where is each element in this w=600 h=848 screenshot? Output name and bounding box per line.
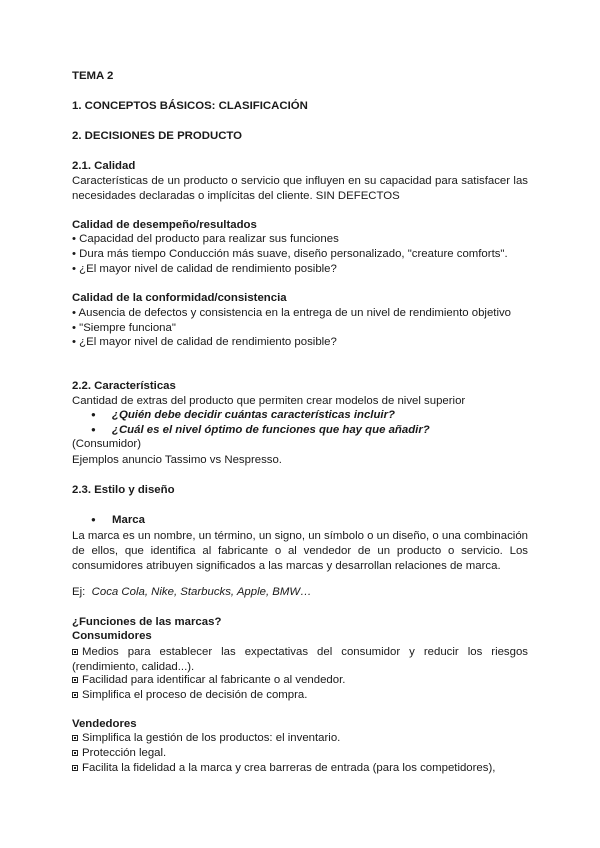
question-text: ¿Quién debe decidir cuántas características incluir? [112,409,395,421]
bullet-dot-icon: ● [91,425,96,434]
bullet-dot-icon: ● [91,410,96,419]
square-bullet-icon [72,692,78,698]
paragraph-marca: La marca es un nombre, un término, un signo, un símbolo o un diseño, o una combinación de ellos, que identifica al fabricante o al vendedor de un producto o servicio. Los consumidores atribuyen significados a las marcas y desarrollan relaciones de marca. [72,530,528,572]
bullet-dot-icon: ● [91,515,96,524]
list-item: Protección legal. [72,747,166,759]
bold-question-item [72,424,528,439]
square-bullet-icon [72,735,78,741]
square-bullet-icon [72,649,78,655]
list-item: Medios para establecer las expectativas del consumidor y reducir los riesgos (rendimiento, calidad...). [72,646,528,673]
heading-calidad: 2.1. Calidad [72,160,136,172]
document-title: TEMA 2 [72,70,114,82]
paragraph-caracteristicas: Cantidad de extras del producto que permiten crear modelos de nivel superior [72,395,466,407]
heading-funciones: ¿Funciones de las marcas? [72,616,222,628]
example-brand-list: Coca Cola, Nike, Starbucks, Apple, BMW… [91,586,312,598]
square-bullet-icon [72,750,78,756]
heading-calidad-conformidad: Calidad de la conformidad/consistencia [72,292,287,304]
heading-conceptos: 1. CONCEPTOS BÁSICOS: CLASIFICACIÓN [72,100,308,112]
example-text: Ejemplos anuncio Tassimo vs Nespresso. [72,454,282,466]
heading-caracteristicas: 2.2. Características [72,380,176,392]
list-item: • Dura más tiempo Conducción más suave, diseño personalizado, "creature comforts". [72,248,508,260]
heading-calidad-desempeno: Calidad de desempeño/resultados [72,219,257,231]
heading-vendedores: Vendedores [72,718,137,730]
list-item: Facilidad para identificar al fabricante o al vendedor. [72,674,345,686]
example-label: Ej: [72,586,86,598]
square-bullet-icon [72,765,78,771]
list-item: • ¿El mayor nivel de calidad de rendimiento posible? [72,336,337,348]
heading-estilo-diseno: 2.3. Estilo y diseño [72,484,175,496]
square-bullet-icon [72,677,78,683]
marca-item [72,514,528,529]
list-item: Simplifica el proceso de decisión de compra. [72,689,307,701]
question-text: ¿Cuál es el nivel óptimo de funciones que hay que añadir? [112,424,430,436]
list-item: • "Siempre funciona" [72,322,176,334]
note-consumidor: (Consumidor) [72,438,141,450]
list-item: Facilita la fidelidad a la marca y crea barreras de entrada (para los competidores), [72,762,495,774]
heading-decisiones: 2. DECISIONES DE PRODUCTO [72,130,243,142]
list-item: • Ausencia de defectos y consistencia en la entrega de un nivel de rendimiento objetivo [72,307,512,319]
marca-label: Marca [112,514,145,526]
paragraph-calidad: Características de un producto o servicio que influyen en su capacidad para satisfacer las necesidades declaradas o implícitas del cliente. SIN DEFECTOS [72,175,528,202]
list-item: • ¿El mayor nivel de calidad de rendimiento posible? [72,263,337,275]
list-item: Simplifica la gestión de los productos: el inventario. [72,732,340,744]
list-item: • Capacidad del producto para realizar sus funciones [72,233,339,245]
example-brands [72,586,312,598]
bold-question-item [72,409,528,424]
heading-consumidores: Consumidores [72,630,152,642]
